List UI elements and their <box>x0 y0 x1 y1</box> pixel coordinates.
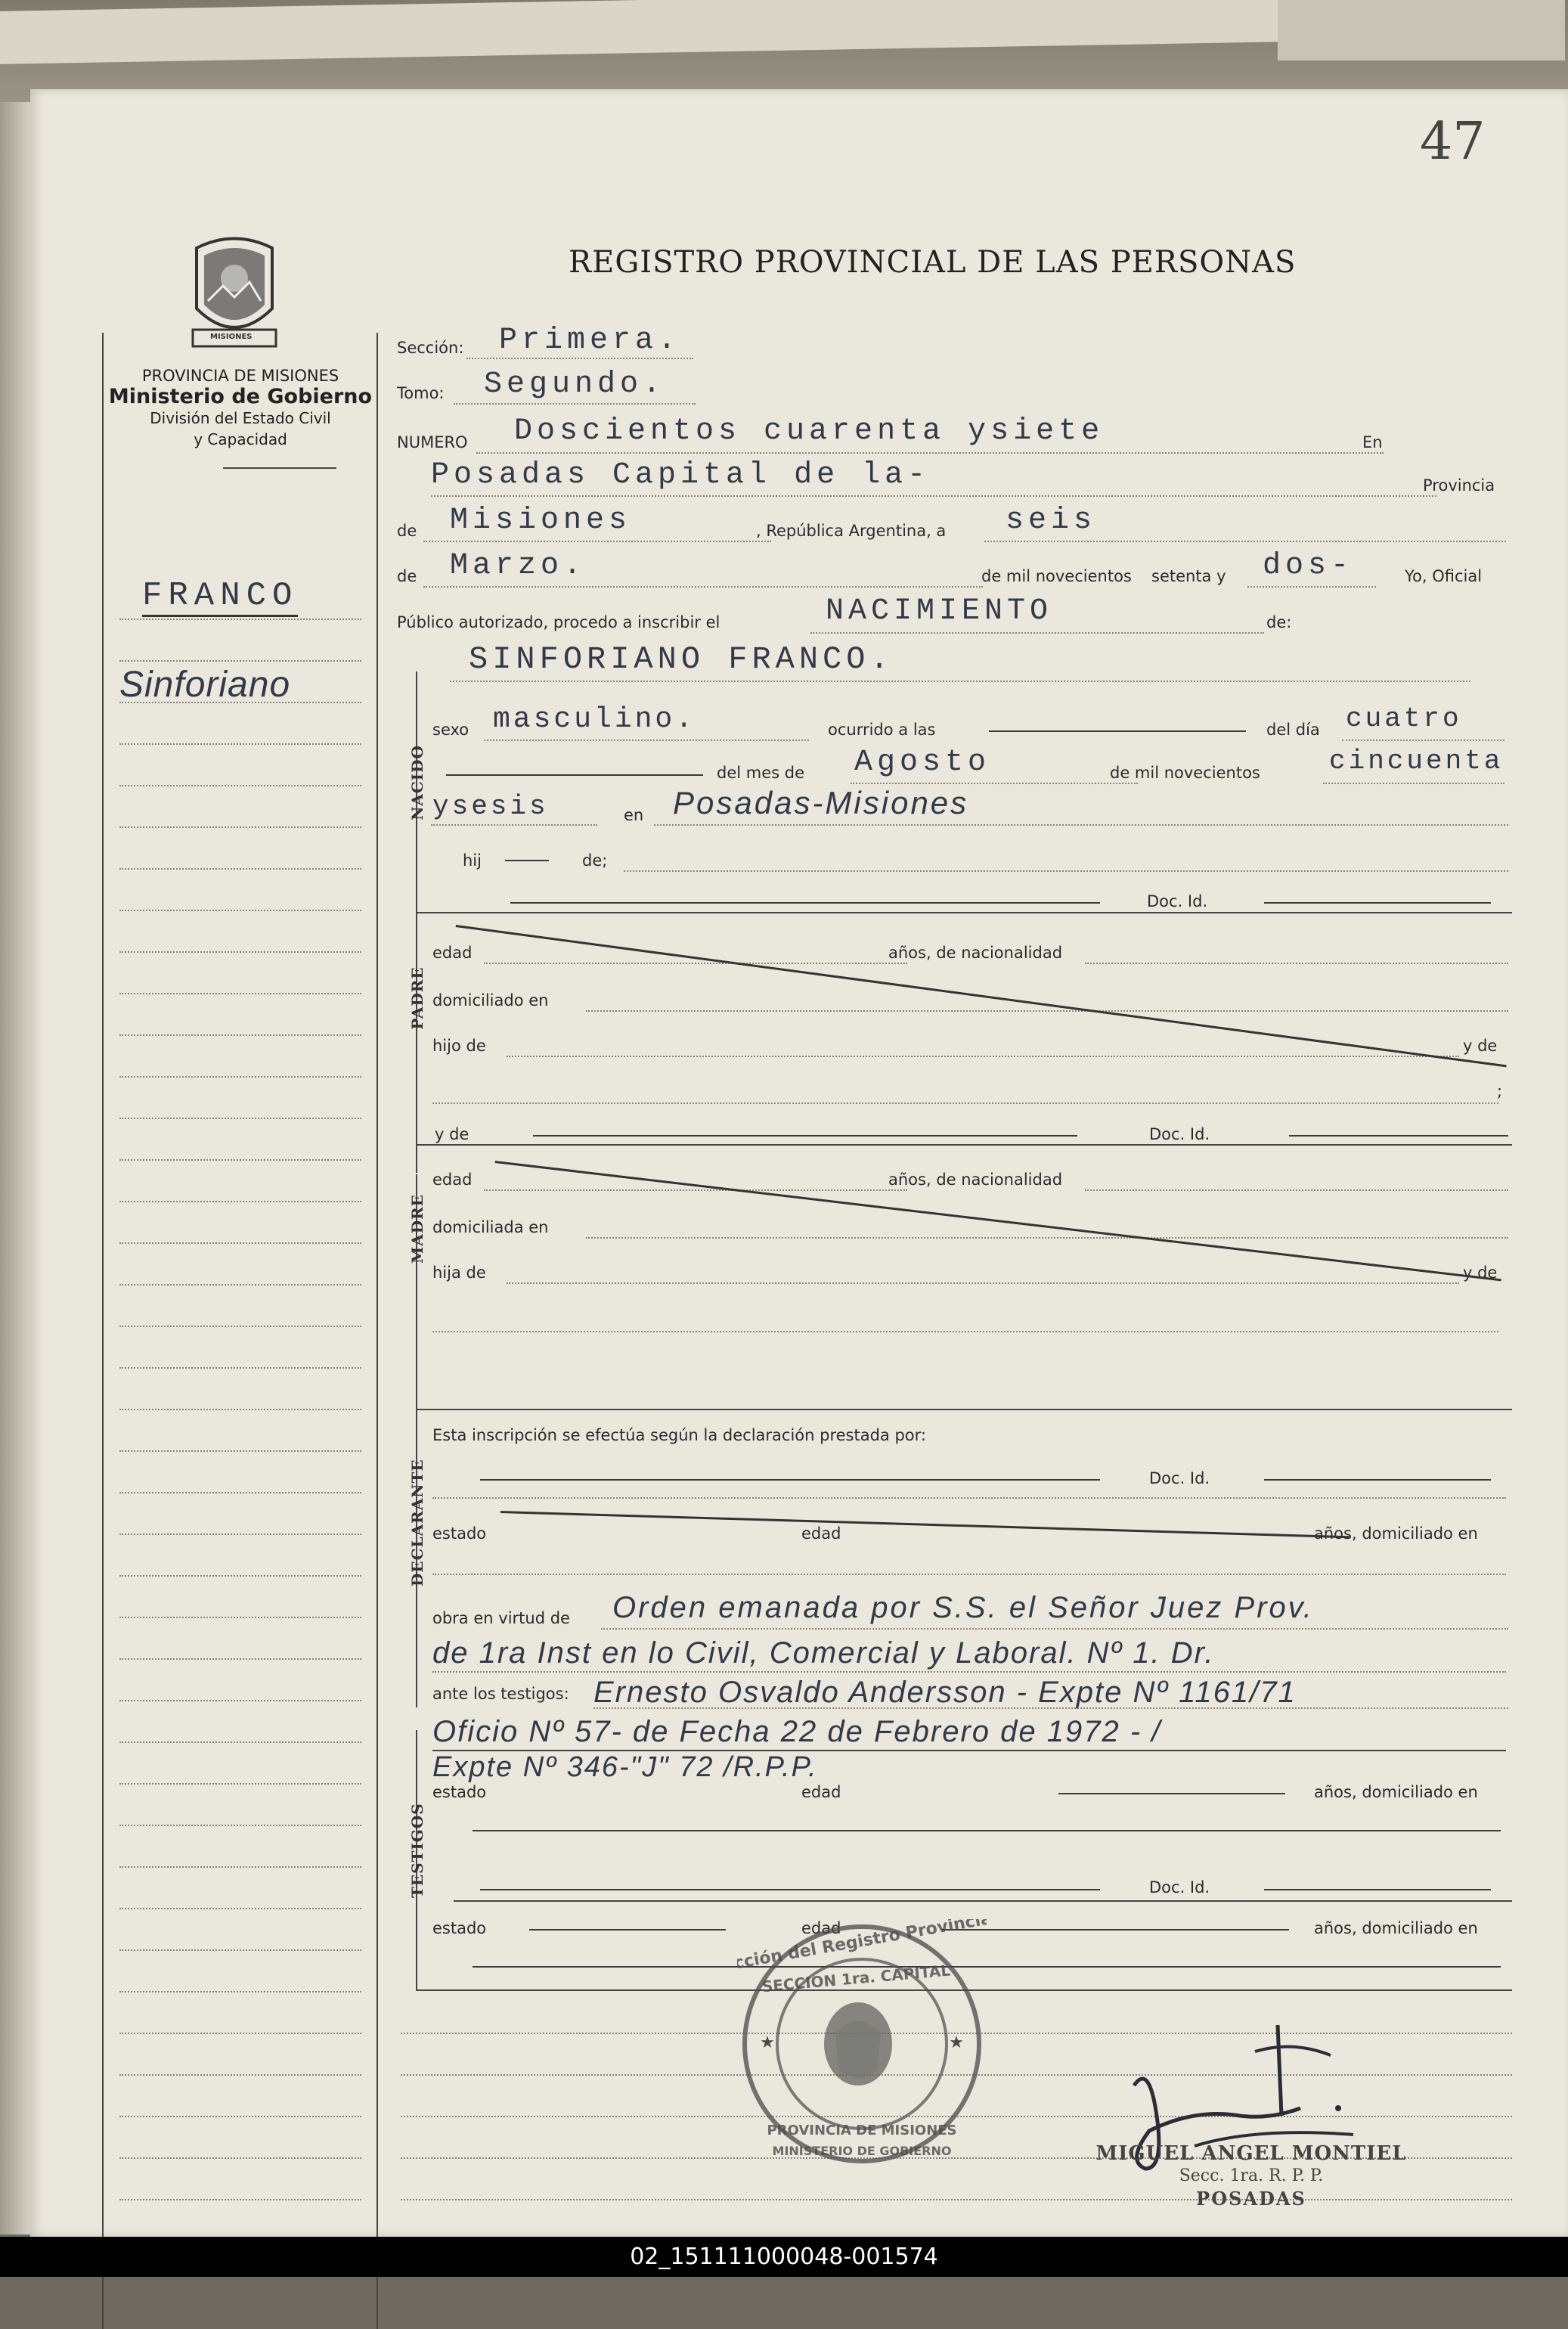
value-sex: masculino. <box>493 703 696 736</box>
label-en: En <box>1362 433 1383 451</box>
orden-line-1 <box>601 1628 1508 1630</box>
signer-title: Secc. 1ra. R. P. P. <box>1179 2166 1324 2185</box>
label-yo-oficial: Yo, Oficial <box>1405 567 1483 585</box>
testigo-1-doc-line-2 <box>1264 1889 1491 1890</box>
section-madre: MADRE <box>408 1194 426 1264</box>
dom-madre-line <box>586 1237 1508 1239</box>
svg-text:MINISTERIO DE GOBIERNO: MINISTERIO DE GOBIERNO <box>772 2144 952 2158</box>
ministry-line-1: PROVINCIA DE MISIONES <box>141 367 339 385</box>
margin-ruled-line <box>119 1700 361 1701</box>
testigo-1-edad-line <box>1058 1793 1285 1794</box>
label-y-de-madre-2: y de <box>1463 1264 1498 1282</box>
margin-ruled-line <box>119 1159 361 1161</box>
margin-ruled-line <box>119 2199 361 2200</box>
y-de-madre-line <box>533 1135 1077 1137</box>
seccion-line <box>466 358 693 359</box>
label-estado-declarante: estado <box>432 1524 487 1543</box>
label-doc-id-2: Doc. Id. <box>1149 1125 1210 1143</box>
label-domiciliada-madre: domiciliada en <box>432 1218 549 1236</box>
label-hij: hij <box>463 851 482 870</box>
label-estado-testigo-2: estado <box>432 1919 487 1937</box>
signature-name-block <box>1085 2142 1418 2210</box>
value-birth-day: cuatro <box>1346 703 1462 734</box>
tomo-line <box>454 403 696 405</box>
left-column-border <box>102 333 104 2329</box>
label-provincia: Provincia <box>1423 476 1495 495</box>
margin-ruled-line <box>119 1076 361 1078</box>
label-del-dia: del día <box>1266 721 1320 739</box>
value-numero: Doscientos cuarenta ysiete <box>514 414 1105 448</box>
margin-ruled-line <box>119 1326 361 1327</box>
margin-ruled-line <box>119 1575 361 1577</box>
label-setenta-y: setenta y <box>1151 567 1226 585</box>
value-birth-year-2: ysesis <box>432 791 549 822</box>
testigo-separator <box>454 1900 1512 1902</box>
margin-ruled-line <box>119 1991 361 1993</box>
label-hija-de: hija de <box>432 1264 486 1282</box>
month-line <box>423 586 983 588</box>
dom-padre-line <box>586 1010 1508 1012</box>
testigo-2-estado-line <box>529 1929 726 1930</box>
day-line <box>984 541 1506 542</box>
value-day: seis <box>1006 504 1097 538</box>
act-line <box>810 632 1264 634</box>
margin-ruled-line <box>119 2157 361 2159</box>
document-page <box>30 89 1568 2237</box>
label-numero: NUMERO <box>397 433 468 451</box>
declarante-blank-line <box>432 1574 1506 1575</box>
label-obra-en-virtud: obra en virtud de <box>432 1609 570 1627</box>
margin-ruled-line <box>119 1284 361 1285</box>
label-edad-padre: edad <box>432 944 473 962</box>
label-de-mil: de mil novecientos <box>981 567 1132 585</box>
birth-place-line <box>654 824 1508 826</box>
label-esta-inscripcion: Esta inscripción se efectúa según la declaración prestada por: <box>432 1426 926 1444</box>
margin-ruled-line <box>119 1492 361 1493</box>
ministry-underline <box>223 467 336 469</box>
label-de-mil-novecientos: de mil novecientos <box>1110 764 1260 782</box>
label-de-1: de <box>397 522 417 540</box>
name-line <box>450 681 1470 682</box>
margin-ruled-line <box>119 1783 361 1785</box>
ministry-block <box>100 365 381 450</box>
signer-name: MIGUEL ANGEL MONTIEL <box>1095 2142 1407 2165</box>
label-domiciliado-padre: domiciliado en <box>432 991 549 1009</box>
svg-text:PROVINCIA DE MISIONES: PROVINCIA DE MISIONES <box>767 2123 957 2138</box>
svg-text:★: ★ <box>760 2033 775 2052</box>
nacido-doc-line-2 <box>1264 902 1491 904</box>
declarante-top-border <box>416 1409 1512 1410</box>
label-ocurrido: ocurrido a las <box>828 721 936 739</box>
hijo-de-line <box>507 1056 1459 1057</box>
nacido-doc-line <box>510 902 1100 904</box>
footer-file-id: 02_151111000048-001574 <box>0 2237 1568 2277</box>
testigo-1-doc-line <box>480 1889 1100 1890</box>
edad-padre-line <box>484 963 907 964</box>
label-edad-madre: edad <box>432 1171 473 1189</box>
margin-ruled-line <box>119 1409 361 1410</box>
margin-ruled-line <box>119 1825 361 1826</box>
margin-ruled-line <box>119 660 361 662</box>
margin-ruled-line <box>119 2116 361 2117</box>
margin-ruled-line <box>119 1534 361 1535</box>
label-republica: , República Argentina, a <box>756 522 947 540</box>
province-line <box>423 541 771 542</box>
binding-edge <box>0 102 30 2234</box>
margin-ruled-line <box>119 1617 361 1618</box>
svg-text:SECCION 1ra. CAPITAL: SECCION 1ra. CAPITAL <box>761 1961 951 1996</box>
madre-frame-top <box>416 1144 1512 1146</box>
label-estado-testigo-1: estado <box>432 1783 487 1801</box>
margin-ruled-line <box>119 1367 361 1369</box>
hija-de-line <box>507 1282 1459 1284</box>
testigo-1-line-a <box>473 1830 1501 1831</box>
value-year-suffix: dos- <box>1263 549 1354 583</box>
margin-ruled-line <box>119 1201 361 1202</box>
label-y-de-madre: y de <box>435 1125 469 1143</box>
value-orden-2: de 1ra Inst en lo Civil, Comercial y Laboral. Nº 1. Dr. <box>432 1636 1215 1670</box>
label-en-birth: en <box>624 806 644 824</box>
label-tomo: Tomo: <box>397 384 445 402</box>
margin-given-name: Sinforiano <box>119 665 291 705</box>
page-number: 47 <box>1420 112 1486 172</box>
section-testigos: TESTIGOS <box>408 1803 426 1898</box>
label-hijo-de: hijo de <box>432 1037 486 1055</box>
margin-ruled-line <box>119 785 361 786</box>
label-doc-id-3: Doc. Id. <box>1149 1469 1210 1487</box>
sex-line <box>484 740 809 741</box>
place-line <box>431 495 1436 497</box>
ministry-line-4: y Capacidad <box>194 430 287 448</box>
margin-ruled-line <box>119 1949 361 1951</box>
margin-ruled-line <box>119 619 361 620</box>
margin-ruled-line <box>119 1118 361 1119</box>
label-de-semicolon: de; <box>582 851 608 870</box>
ministry-line-3: División del Estado Civil <box>150 409 331 427</box>
label-del-mes: del mes de <box>717 764 805 782</box>
label-semicolon: ; <box>1497 1082 1503 1100</box>
margin-ruled-line <box>119 1741 361 1743</box>
value-act: NACIMIENTO <box>826 594 1053 628</box>
birth-year-line <box>1323 783 1504 784</box>
label-anos-nac-padre: años, de nacionalidad <box>888 944 1063 962</box>
value-orden-1: Orden emanada por S.S. el Señor Juez Prov. <box>612 1591 1314 1624</box>
section-declarante: DECLARANTE <box>408 1459 426 1586</box>
margin-ruled-line <box>119 1866 361 1868</box>
label-de-colon: de: <box>1266 613 1292 631</box>
margin-ruled-line <box>119 951 361 953</box>
stamp-text-arc: Dirección del Registro Provincial <box>737 1919 987 1980</box>
testigo-2-line-a <box>473 1966 1501 1968</box>
label-anos-nac-madre: años, de nacionalidad <box>888 1171 1063 1189</box>
behind-sheet-right <box>1278 0 1565 60</box>
hour-line <box>989 730 1246 732</box>
edad-madre-line <box>484 1189 907 1191</box>
value-name: SINFORIANO FRANCO. <box>469 641 894 678</box>
value-place: Posadas Capital de la- <box>431 458 931 492</box>
madre-doc-line-2 <box>1289 1135 1508 1137</box>
margin-ruled-line <box>119 1908 361 1909</box>
day-extra-line <box>446 774 703 776</box>
seal-bottom-text: MISIONES <box>210 333 253 341</box>
margin-ruled-line <box>119 826 361 828</box>
label-seccion: Sección: <box>397 339 464 357</box>
declarante-strike-line <box>500 1511 1351 1538</box>
nac-padre-line <box>1085 963 1508 964</box>
value-seccion: Primera. <box>499 324 681 358</box>
year-line <box>1247 586 1376 588</box>
value-province: Misiones <box>450 504 632 538</box>
label-anos-dom-testigo-2: años, domiciliado en <box>1314 1919 1478 1937</box>
orden-line-2 <box>432 1671 1506 1673</box>
madre-blank-line <box>432 1331 1498 1332</box>
page-title: REGISTRO PROVINCIAL DE LAS PERSONAS <box>569 245 1297 280</box>
birth-year-2-line <box>431 824 597 826</box>
label-edad-declarante: edad <box>801 1524 841 1543</box>
label-ante-testigos: ante los testigos: <box>432 1685 569 1703</box>
section-padre: PADRE <box>408 966 426 1030</box>
margin-ruled-line <box>119 910 361 911</box>
birth-day-line <box>1342 740 1504 741</box>
label-anos-dom-declarante: años, domiciliado en <box>1314 1524 1478 1543</box>
margin-ruled-line <box>119 868 361 870</box>
value-birth-month: Agosto <box>854 746 991 780</box>
hij-line <box>624 870 1508 872</box>
margin-ruled-line <box>119 1242 361 1244</box>
margin-surname: FRANCO <box>142 577 298 617</box>
label-publico: Público autorizado, procedo a inscribir el <box>397 613 720 631</box>
label-edad-testigo-1: edad <box>801 1783 841 1801</box>
margin-ruled-line <box>119 2033 361 2034</box>
value-orden-5: Expte Nº 346-"J" 72 /R.P.P. <box>432 1751 818 1783</box>
margin-ruled-line <box>119 743 361 745</box>
margin-ruled-line <box>119 1450 361 1452</box>
numero-line <box>476 452 1384 454</box>
declarante-name-line <box>432 1497 1506 1499</box>
label-doc-id-4: Doc. Id. <box>1149 1878 1210 1896</box>
hij-dash <box>505 860 549 861</box>
label-anos-dom-testigo-1: años, domiciliado en <box>1314 1783 1478 1801</box>
declarante-name-solid <box>480 1479 1100 1481</box>
declarante-doc-line-2 <box>1264 1479 1491 1481</box>
label-edad-testigo-2: edad <box>801 1919 841 1937</box>
padre-top-border <box>416 912 1512 913</box>
testigo-2-edad-line <box>941 1929 1289 1930</box>
nac-madre-line <box>1085 1189 1508 1191</box>
value-birth-year-1: cincuenta <box>1329 746 1504 777</box>
padre-left-border <box>416 912 417 1173</box>
margin-ruled-line <box>119 2074 361 2076</box>
svg-text:★: ★ <box>949 2033 964 2052</box>
label-doc-id-1: Doc. Id. <box>1147 892 1208 910</box>
value-tomo: Segundo. <box>484 367 666 402</box>
margin-ruled-line <box>119 1658 361 1660</box>
value-orden-4: Oficio Nº 57- de Fecha 22 de Febrero de 1972 - / <box>432 1715 1162 1748</box>
left-column-border-right <box>377 333 378 2329</box>
section-nacido: NACIDO <box>408 745 426 820</box>
margin-ruled-line <box>119 993 361 994</box>
value-month: Marzo. <box>450 549 587 583</box>
ministry-line-2: Ministerio de Gobierno <box>108 385 373 408</box>
signer-city: POSADAS <box>1196 2188 1306 2210</box>
label-de-2: de <box>397 567 417 585</box>
margin-ruled-line <box>119 1034 361 1036</box>
label-y-de-padre: y de <box>1463 1037 1498 1055</box>
value-orden-3: Ernesto Osvaldo Andersson - Expte Nº 1161/71 <box>593 1676 1297 1709</box>
padre-blank-line <box>432 1102 1498 1104</box>
value-birth-place: Posadas-Misiones <box>673 785 969 820</box>
official-stamp <box>737 1919 987 2172</box>
label-sexo: sexo <box>432 721 469 739</box>
birth-month-line <box>851 783 1138 784</box>
orden-line-3 <box>593 1707 1508 1709</box>
